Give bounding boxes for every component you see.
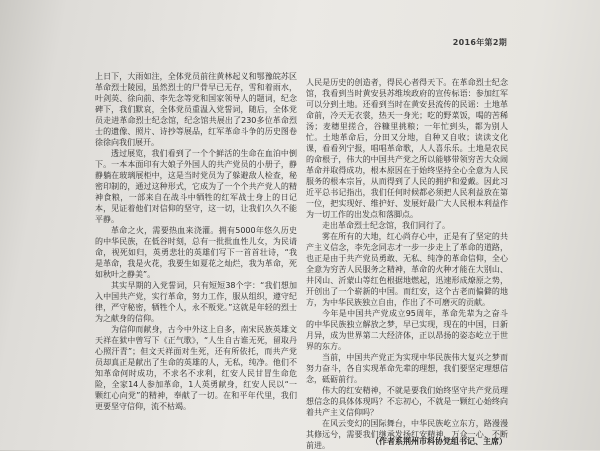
paragraph: 革命之火，需要热血来浇灌。拥有5000年悠久历史的中华民族，在低谷时刻，总有一批批血性儿女，为民请命，视死如归，英勇悲壮的英雄们写下一首首壮诗，“我是革命，我是火花，我要生如夏花之灿烂，我为革命，死如秋叶之静美”。 xyxy=(95,226,297,279)
paragraph: 其实早期的入党誓词，只有短短38个字：“我们想加入中国共产党，实行革命，努力工作，服从组织，遵守纪律，严守秘密，牺牲个人，永不叛党。”这就是年轻的烈士为之献身的信仰。 xyxy=(95,281,297,323)
paragraph: 雾在所有的大地，红心尚存心中，正是有了坚定的共产主义信念，李先念同志才一步一步走上了革命的道路，也正是由于共产党员勇敢、无私、纯净的革命信仰，全心全意为穷苦人民服务之精神，革命的火种才能在大别山、井冈山、沂蒙山等红色根据地燃起，迅速形成燎原之势，开创出了一个崭新的中国。而红安，这个古老而偏僻的地方，为中华民族独立自由，作出了不可磨灭的贡献。 xyxy=(306,232,508,307)
left-column xyxy=(95,71,297,448)
paragraph: 透过展览，我们看到了一个个鲜活的生命在血泊中倒下。一本本面印有大娘子外国人的共产党员的小册子，静静躺在玻璃展柜中，这是当时党员为了躲避敌人检查，秘密印制的，通过这种形式，它成为了一个个共产党人的精神食粮，一部来自在战斗中牺牲的红军战士身上的日记本，见证着他们对信仰的坚守，这一切，让我们久久不能平静。 xyxy=(95,149,297,224)
author-note: （作者系荆州市科协党组书记、主席） xyxy=(371,437,507,446)
issue-number: 2016年第2期 xyxy=(452,38,507,47)
paragraph: 伟大的红安精神，不就是要我们始终坚守共产党员理想信念的具体体现吗？不忘初心，不就是一颗红心始终向着共产主义信仰吗？ xyxy=(306,386,508,417)
paragraph: 为信仰而献身，古今中外这上自多，南宋民族英雄文天祥在狱中曾写下《正气歌》，“人生自古谁无死，留取丹心照汗青”；但文天祥面对生死，还有所依托，而共产党员却真正是献出了生命的英雄的人，无私，纯净。他们不知革命何时成功，不求名不求利，红安人民甘冒生命危险，全家14人参加革命，1人英勇献身，红安人民以“一颗红心向党”的精神，奉献了一切。在和平年代里，我们更要坚守信仰，流不枯竭。 xyxy=(95,325,297,411)
paragraph: 上日下，大雨如注，全体党员前往黄林起义和鄂豫皖苏区革命烈士陵园，虽然烈士的尸骨早已无存，雪和着雨水，叶剑英、徐向前、李先念等党和国家领导人的题词，纪念碑下，我们默哀，全体党员重温入党誓词，随后，全体党员走进革命烈士纪念馆，纪念馆共展出了230多位革命烈士的遗像、照片、诗抄等展品，红军革命斗争的历史图卷徐徐向我们展开。 xyxy=(95,72,297,147)
paragraph: 今年是中国共产党成立95周年，革命先辈为之奋斗的中华民族独立解放之梦，早已实现，现在的中国，日新月异，成为世界第二大经济体，正以昂扬的姿态屹立于世界的东方。 xyxy=(306,309,508,351)
paragraph: 走出革命烈士纪念馆，我们同行了。 xyxy=(322,221,450,230)
paragraph: 在风云变幻的国际舞台，中华民族屹立东方，路漫漫其修远兮，需要我们继承发扬红安精神，万众一心，不断前进。 xyxy=(306,419,508,450)
paragraph: 人民是历史的创造者，得民心者得天下。在革命烈士纪念馆，我看到当时黄安县苏维埃政府的宣传标语：参加红军可以分到土地。还看到当时在黄安县流传的民谣：土地革命前，冷天无衣裳，热天一身光；吃的野菜饭，喝的苦稀汤；麦穗里搓合，谷糠里挑粮；一年忙到头，都为别人忙。土地革命后，分田又分地，自种又自收；读读文化课，看看列宁报，唱唱革命歌，人人喜乐乐。土地是农民的命根子，伟大的中国共产党之所以能够带领穷苦大众闹革命并取得成功，根本原因在于始终坚持全心全意为人民服务的根本宗旨，从而得到了人民的拥护和爱戴。因此习近平总书记指出，我们任何时候都必须把人民利益放在第一位，把实现好、维护好、发展好最广大人民根本利益作为一切工作的出发点和落脚点。 xyxy=(306,78,508,219)
paragraph: 当前，中国共产党正为实现中华民族伟大复兴之梦而努力奋斗，各自实现革命先辈的理想，我们要坚定理想信念，砥砺前行。 xyxy=(306,353,508,384)
